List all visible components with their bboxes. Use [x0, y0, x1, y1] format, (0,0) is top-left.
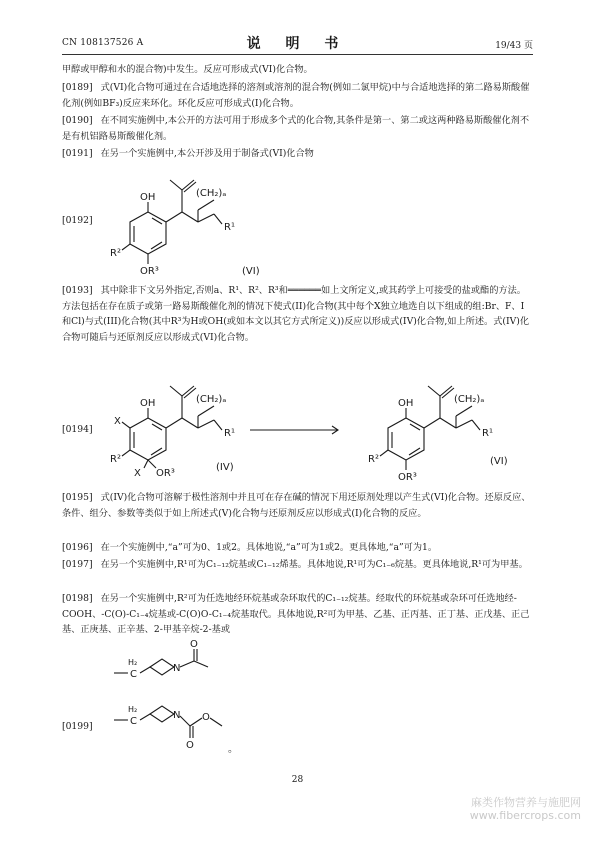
- h2-label: H₂: [128, 705, 138, 714]
- paragraph-number: [0189]: [62, 82, 93, 93]
- watermark: [470, 796, 581, 822]
- document-title: 说 明 书: [246, 36, 349, 52]
- paragraph-0195: [0195] 式(IV)化合物可溶解于极性溶剂中并且可在存在碱的情况下用还原剂处理以产生式(VI)化合物。还原反应、条件、组分、参数等类似于如上所述式(V)化合物与还原剂反应以形成式(I)化合物的反应。: [62, 492, 531, 519]
- iv-r1-label: R¹: [224, 428, 235, 439]
- page-of-total: 19/43 页: [495, 41, 533, 51]
- structure-azetidine-acetyl: [110, 639, 310, 695]
- paragraph-number: [0197]: [62, 559, 93, 570]
- paragraph-number: [0191]: [62, 148, 93, 159]
- paragraph-0196: [0196] 在一个实施例中,“a”可为0、1或2。具体地说,“a”可为1或2。更具体地,“a”可为1。: [62, 542, 438, 553]
- r2-label: R²: [110, 248, 121, 259]
- n-label: N: [173, 710, 181, 721]
- vi-product-r1-label: R¹: [482, 428, 493, 439]
- r1-label: R¹: [224, 222, 235, 233]
- oh-label: OH: [140, 192, 156, 203]
- paragraph-0189: [0189] 式(VI)化合物可通过在合适地选择的溶剂或溶剂的混合物(例如二氯甲烷)中与合适地选择的第二路易斯酸催化剂(例如BF₃)反应来环化。环化反应可形成式(I)化合物。: [62, 82, 530, 109]
- paragraph-number-0192: [0192]: [62, 215, 93, 226]
- c-label: C: [130, 669, 137, 680]
- carbonyl-o-label: O: [186, 740, 194, 751]
- paragraph-number: [0190]: [62, 115, 93, 126]
- o-label: O: [190, 639, 198, 650]
- iv-ch2a-label: (CH₂)ₐ: [196, 394, 227, 405]
- watermark-url: www.fibercrops.com: [469, 809, 581, 822]
- structure-azetidine-carbamate: [110, 700, 310, 755]
- iv-r2-label: R²: [110, 454, 121, 465]
- structure-vi-diagram: [100, 162, 300, 277]
- vi-product-oh-label: OH: [398, 398, 414, 409]
- paragraph-continuation: 甲醇或甲醇和水的混合物)中发生。反应可形成式(VI)化合物。: [62, 64, 313, 75]
- paragraph-0198: [0198] 在另一个实施例中,R²可为任选地经环烷基或杂环取代的C₁₋₁₂烷基。经取代的环烷基或杂环可任选地经-COOH、-C(O)-C₁₋₄烷基或-C(O)O-C₁₋₄烷基取代。具体地说,R²可为甲基、乙基、正丙基、正丁基、正戊基、正己基、正庚基、正辛基、2-甲基辛烷-2-基或: [62, 593, 530, 636]
- paragraph-0190: [0190] 在不同实施例中,本公开的方法可用于形成多个式的化合物,其条件是第一、第二或这两种路易斯酸催化剂不是有机铝路易斯酸催化剂。: [62, 115, 530, 142]
- compound-vi-product-label: (VI): [490, 456, 508, 467]
- iv-or3-label: OR³: [156, 468, 175, 479]
- vi-product-ch2a-label: (CH₂)ₐ: [454, 394, 485, 405]
- compound-iv-label: (IV): [216, 462, 234, 473]
- publication-number: CN 108137526 A: [62, 38, 144, 48]
- n-label: N: [173, 663, 181, 674]
- reaction-arrow: [250, 426, 338, 434]
- iv-oh-label: OH: [140, 398, 156, 409]
- c-label: C: [130, 716, 137, 727]
- or3-label: OR³: [140, 266, 159, 277]
- paragraph-0191: [0191] 在另一个实施例中,本公开涉及用于制备式(VI)化合物: [62, 148, 314, 159]
- vi-product-or3-label: OR³: [398, 472, 417, 483]
- iv-x-label-top: X: [114, 416, 121, 427]
- iv-x-label-bottom: X: [134, 468, 141, 479]
- ch2a-label: (CH₂)ₐ: [196, 188, 227, 199]
- paragraph-number: [0193]: [62, 285, 93, 296]
- period-mark: 。: [228, 744, 238, 755]
- paragraph-number: [0198]: [62, 593, 93, 604]
- paragraph-0197: [0197] 在另一个实施例中,R¹可为C₁₋₁₂烷基或C₁₋₁₂烯基。具体地说,R¹可为C₁₋₆烷基。更具体地说,R¹可为甲基。: [62, 559, 528, 570]
- paragraph-number-0194: [0194]: [62, 424, 93, 435]
- ester-o-label: O: [202, 712, 210, 723]
- watermark-title: 麻类作物营养与施肥网: [471, 796, 581, 809]
- h2-label: H₂: [128, 658, 138, 667]
- header-rule: [62, 54, 533, 55]
- paragraph-number-0199: [0199]: [62, 721, 93, 732]
- reaction-scheme-diagram: [100, 368, 520, 483]
- vi-product-r2-label: R²: [368, 454, 379, 465]
- paragraph-0193: [0193] 其中除非下文另外指定,否则a、R¹、R²、R³和══════如上文所定义,或其药学上可接受的盐或酯的方法。方法包括在存在质子或第一路易斯酸催化剂的情况下使式(II)化合物(其中每个X独立地选自以下组成的组:Br、F、I和Cl)与式(III)化合物(其中R³为H或OH(或如本文以其它方式所定义))反应以形成式(IV)化合物,如上所述。式(IV)化合物可随后与还原剂反应以形成式(VI)化合物。: [62, 285, 530, 343]
- paragraph-number: [0196]: [62, 542, 93, 553]
- page-number: 28: [291, 775, 304, 785]
- compound-vi-label: (VI): [242, 266, 260, 277]
- paragraph-number: [0195]: [62, 492, 93, 503]
